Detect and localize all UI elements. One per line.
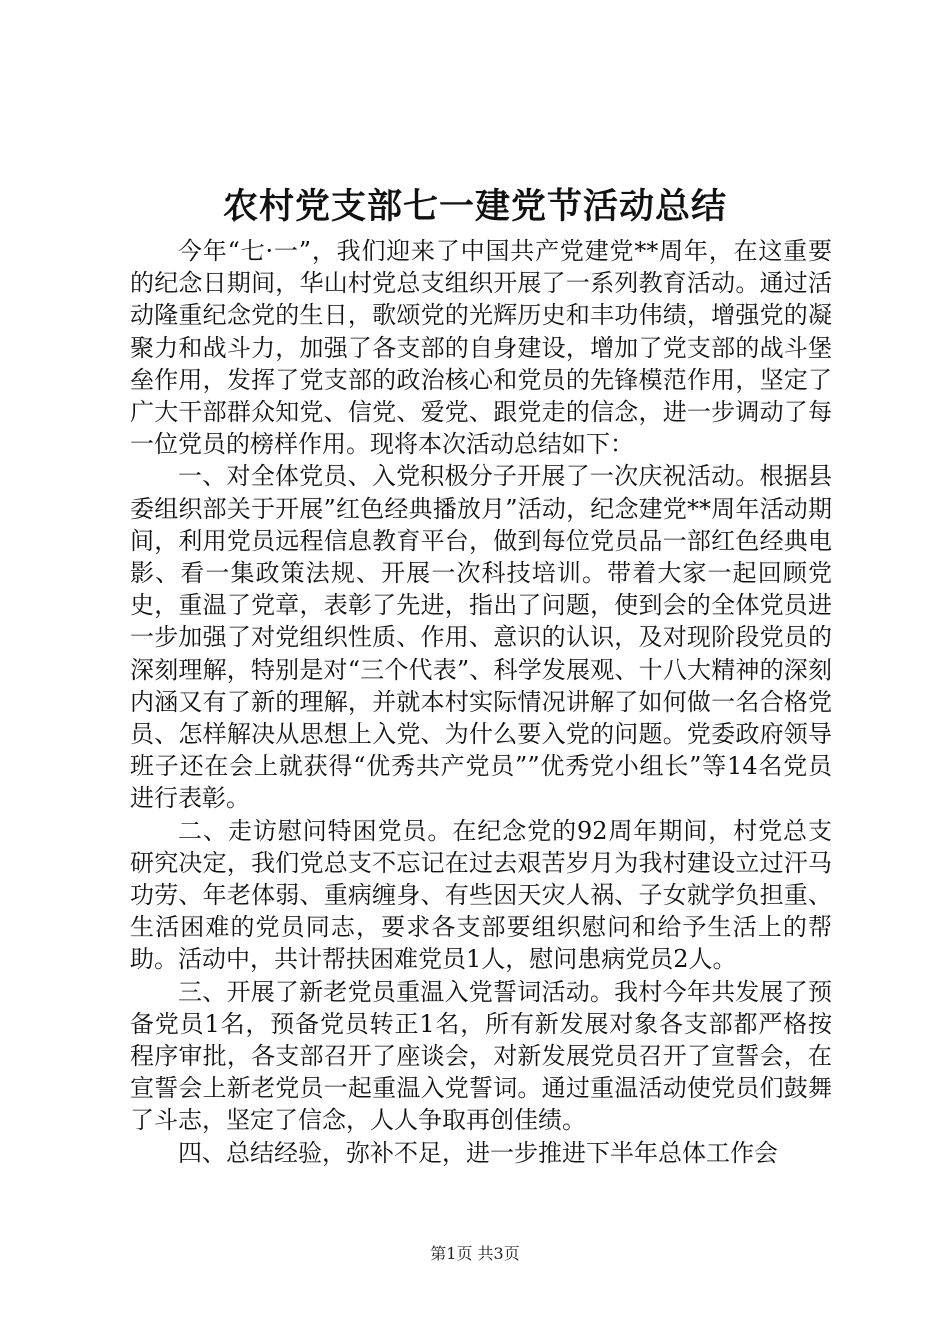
paragraph-section-1: 一、对全体党员、入党积极分子开展了一次庆祝活动。根据县委组织部关于开展”红色经典播放月”活动，纪念建党**周年活动期间，利用党员远程信息教育平台，做到每位党员品一部红色经典电影、看一集政策法规、开展一次科技培训。带着大家一起回顾党史，重温了党章，表彰了先进，指出了问题，使到会的全体党员进一步加强了对党组织性质、作用、意识的认识，及对现阶段党员的深刻理解，特别是对“三个代表”、科学发展观、十八大精神的深刻内涵又有了新的理解，并就本村实际情况讲解了如何做一名合格党员、怎样解决从思想上入党、为什么要入党的问题。党委政府领导班子还在会上就获得“优秀共产党员””优秀党小组长”等14名党员进行表彰。 bbox=[130, 462, 832, 813]
document-body bbox=[130, 235, 832, 1169]
paragraph-intro: 今年“七·一”，我们迎来了中国共产党建党**周年，在这重要的纪念日期间，华山村党总支组织开展了一系列教育活动。通过活动隆重纪念党的生日，歌颂党的光辉历史和丰功伟绩，增强党的凝聚力和战斗力，加强了各支部的自身建设，增加了党支部的战斗堡垒作用，发挥了党支部的政治核心和党员的先锋模范作用，坚定了广大干部群众知党、信党、爱党、跟党走的信念，进一步调动了每一位党员的榜样作用。现将本次活动总结如下： bbox=[130, 237, 832, 459]
paragraph-section-4: 四、总结经验，弥补不足，进一步推进下半年总体工作会 bbox=[178, 1138, 778, 1167]
paragraph-section-3: 三、开展了新老党员重温入党誓词活动。我村今年共发展了预备党员1名，预备党员转正1名，所有新发展对象各支部都严格按程序审批，各支部召开了座谈会，对新发展党员召开了宣誓会，在宣誓会上新老党员一起重温入党誓词。通过重温活动使党员们鼓舞了斗志，坚定了信念，人人争取再创佳绩。 bbox=[130, 977, 832, 1135]
document-title: 农村党支部七一建党节活动总结 bbox=[222, 186, 727, 227]
page-number-footer: 第1页 共3页 bbox=[430, 1244, 520, 1263]
paragraph-section-2: 二、走访慰问特困党员。在纪念党的92周年期间，村党总支研究决定，我们党总支不忘记在过去艰苦岁月为我村建设立过汗马功劳、年老体弱、重病缠身、有些因天灾人祸、子女就学负担重、生活困难的党员同志，要求各支部要组织慰问和给予生活上的帮助。活动中，共计帮扶困难党员1人，慰问患病党员2人。 bbox=[130, 816, 832, 974]
